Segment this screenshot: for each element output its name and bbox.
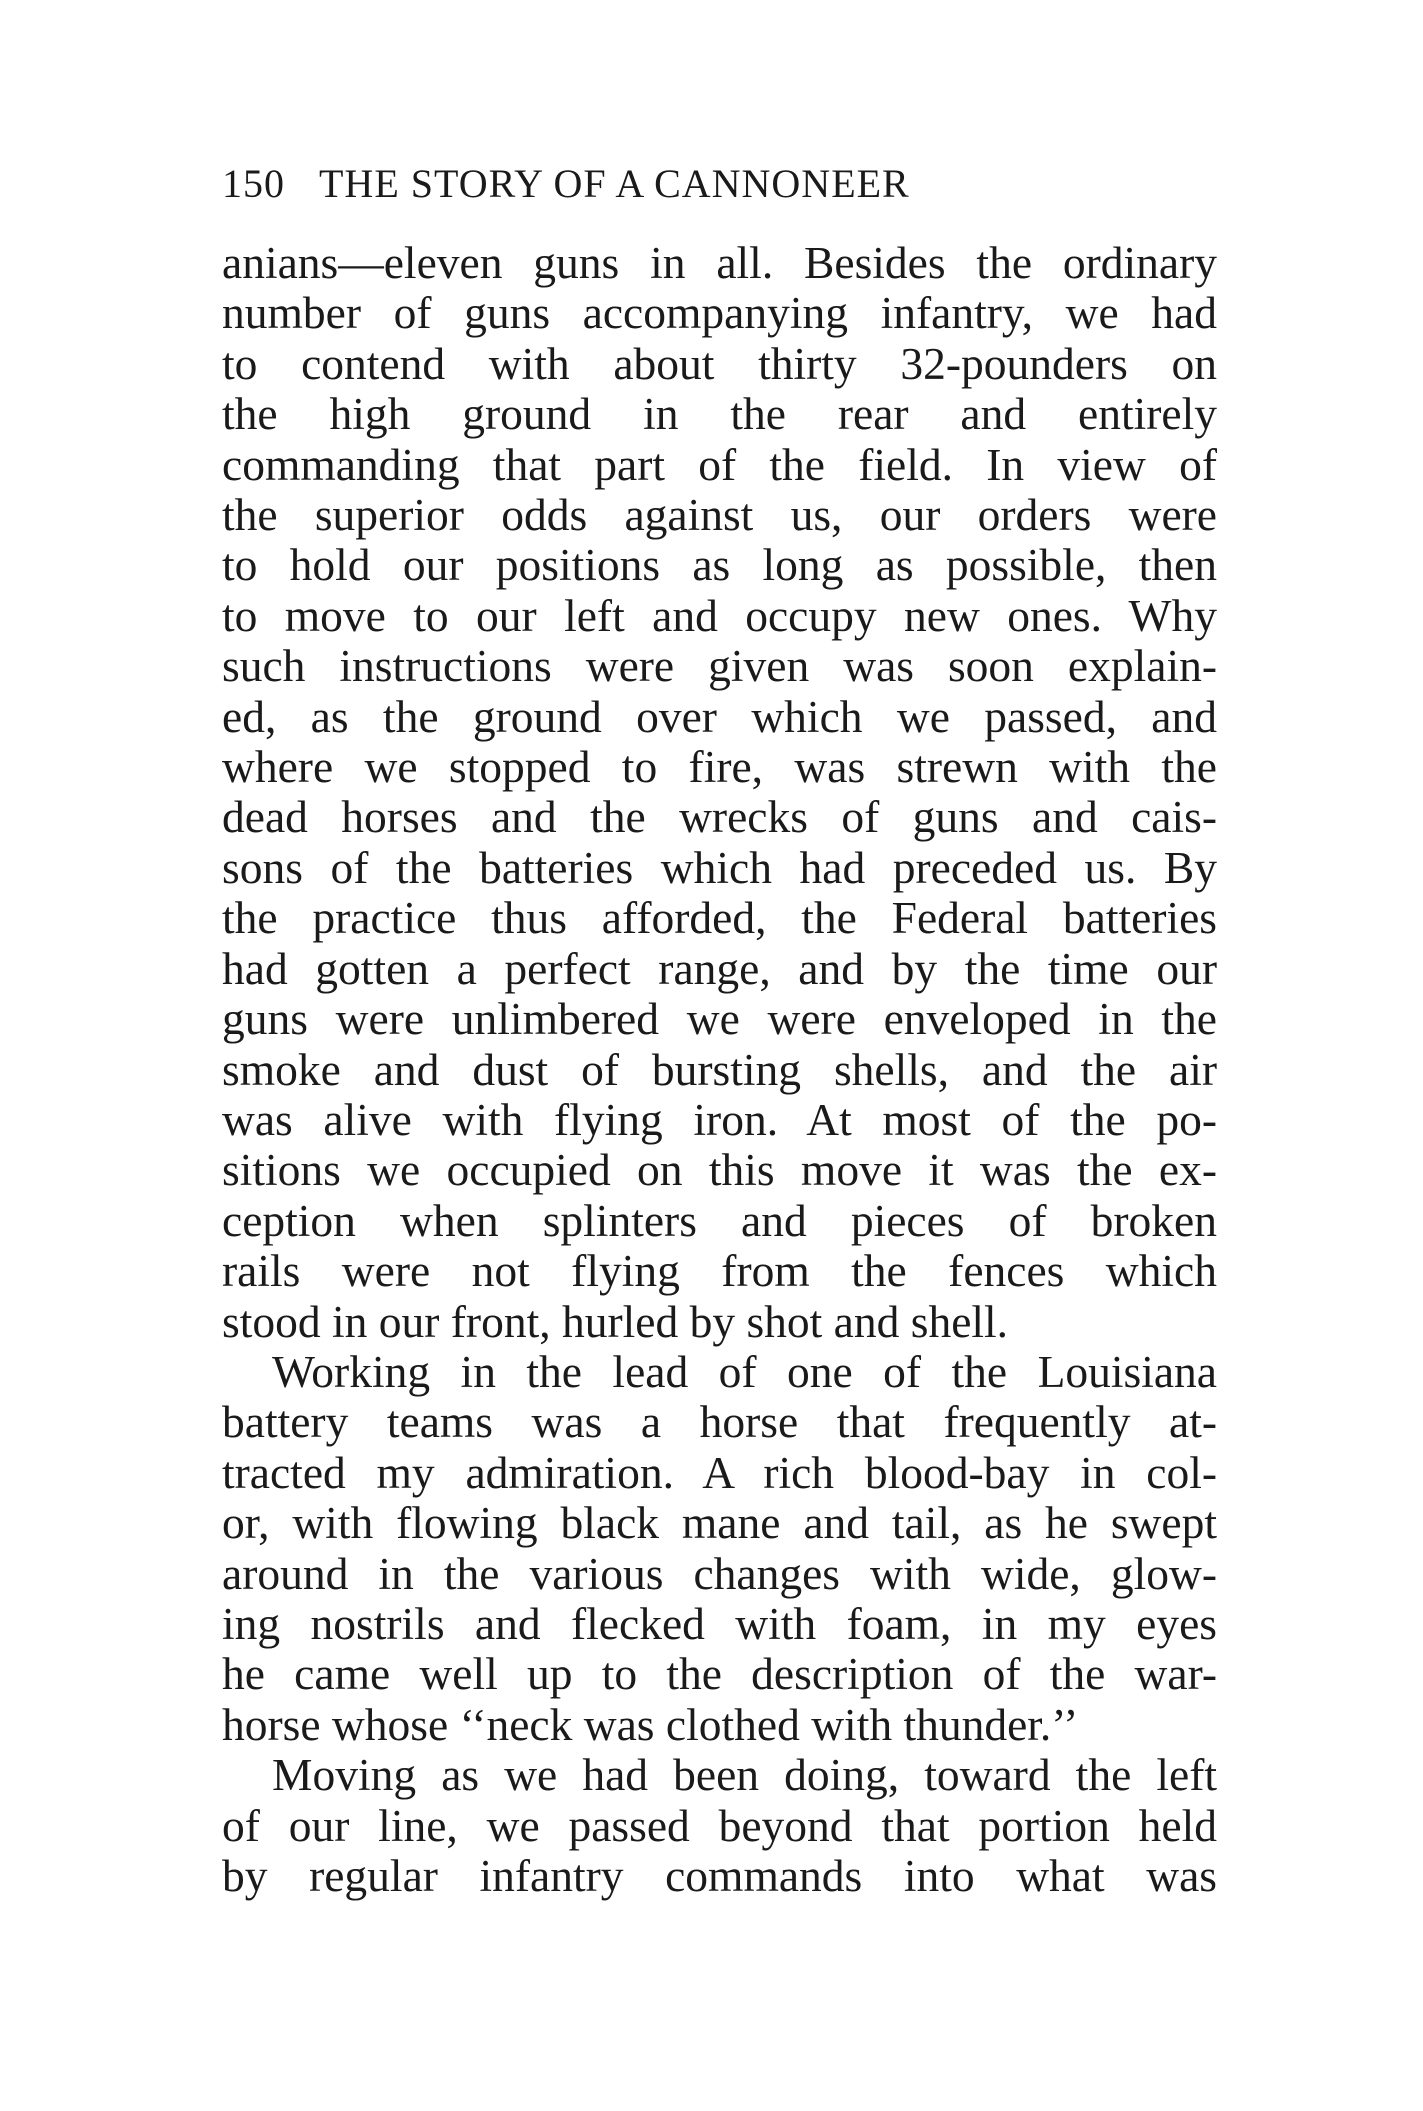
text-line: sitions we occupied on this move it was the ex-: [222, 1145, 1217, 1196]
page-number: 150: [222, 161, 285, 206]
text-line: such instructions were given was soon explain-: [222, 641, 1217, 692]
text-line: ing nostrils and flecked with foam, in my eyes: [222, 1598, 1217, 1649]
text-line: horse whose ‘‘neck was clothed with thunder.’’: [222, 1699, 1079, 1750]
text-line: rails were not flying from the fences which: [222, 1246, 1217, 1297]
text-line: battery teams was a horse that frequently at-: [222, 1397, 1217, 1448]
text-line: Working in the lead of one of the Louisiana: [272, 1346, 1217, 1397]
text-line: guns were unlimbered we were enveloped in the: [222, 994, 1217, 1045]
text-line: stood in our front, hurled by shot and shell.: [222, 1296, 1009, 1347]
text-line: dead horses and the wrecks of guns and cais-: [222, 792, 1217, 843]
text-line: by regular infantry commands into what was: [222, 1851, 1217, 1901]
text-line: ception when splinters and pieces of broken: [222, 1195, 1217, 1246]
text-line: ed, as the ground over which we passed, and: [222, 691, 1217, 742]
text-line: commanding that part of the field. In view of: [222, 439, 1217, 490]
text-line: to contend with about thirty 32-pounders on: [222, 338, 1217, 389]
text-line: smoke and dust of bursting shells, and the air: [222, 1044, 1217, 1095]
text-line: around in the various changes with wide, glow-: [222, 1548, 1217, 1599]
running-header: [222, 160, 910, 207]
text-line: or, with flowing black mane and tail, as he swept: [222, 1498, 1217, 1549]
text-line: Moving as we had been doing, toward the left: [272, 1750, 1217, 1801]
running-title: THE STORY OF A CANNONEER: [319, 161, 910, 206]
text-line: where we stopped to fire, was strewn with the: [222, 742, 1217, 793]
text-line: the high ground in the rear and entirely: [222, 389, 1217, 440]
body-text: [222, 238, 1217, 1901]
text-line: of our line, we passed beyond that portion held: [222, 1800, 1217, 1851]
text-line: to hold our positions as long as possible, then: [222, 540, 1217, 591]
text-line: sons of the batteries which had preceded us. By: [222, 842, 1217, 893]
text-line: he came well up to the description of the war-: [222, 1649, 1217, 1700]
text-line: the practice thus afforded, the Federal batteries: [222, 893, 1217, 944]
text-line: anians—eleven guns in all. Besides the ordinary: [222, 238, 1217, 288]
text-line: number of guns accompanying infantry, we had: [222, 288, 1217, 339]
text-line: tracted my admiration. A rich blood-bay in col-: [222, 1447, 1217, 1498]
text-line: had gotten a perfect range, and by the time our: [222, 943, 1217, 994]
text-line: was alive with flying iron. At most of the po-: [222, 1094, 1217, 1145]
text-line: the superior odds against us, our orders were: [222, 490, 1217, 541]
text-line: to move to our left and occupy new ones. Why: [222, 590, 1217, 641]
